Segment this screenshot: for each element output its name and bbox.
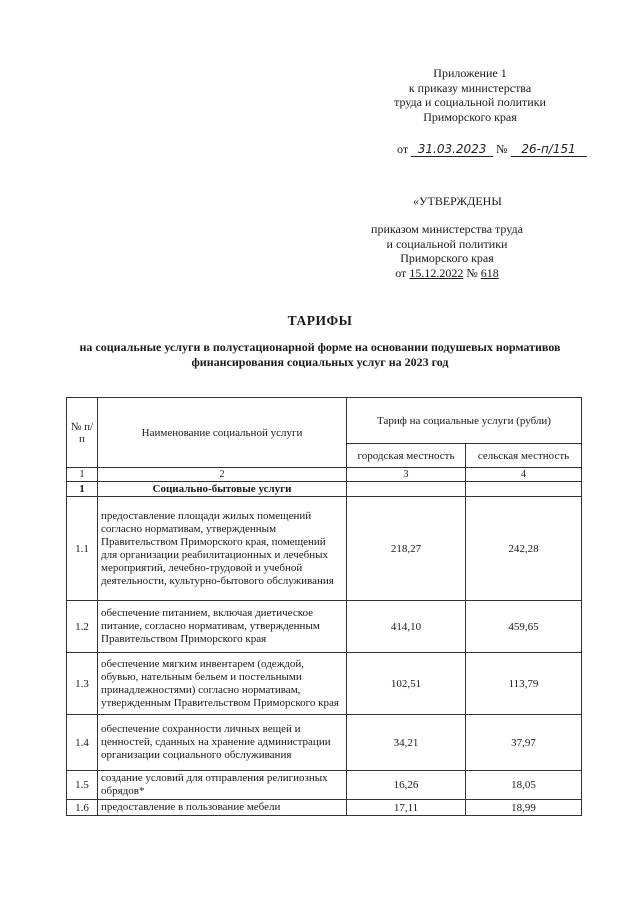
approved-heading: «УТВЕРЖДЕНЫ (413, 194, 502, 208)
row-rural-tariff: 459,65 (466, 601, 582, 653)
row-urban-tariff: 414,10 (347, 601, 466, 653)
row-service-name: обеспечение мягким инвентарем (одеждой, обувью, нательным бельем и постельными принадлежностями) согласно нормативам, утвержденным Правительством Приморского края (98, 653, 347, 715)
approved-reference (352, 266, 542, 281)
row-service-name: создание условий для отправления религиозных обрядов* (98, 771, 347, 800)
header-num: № п/п (67, 398, 98, 468)
category-num: 1 (67, 482, 98, 497)
row-rural-tariff: 113,79 (466, 653, 582, 715)
table-header-row (67, 398, 582, 444)
approved-ref-number-sign: № (466, 265, 478, 280)
row-service-name: предоставление в пользование мебели (98, 800, 347, 816)
row-rural-tariff: 242,28 (466, 497, 582, 601)
order-number-sign: № (496, 142, 508, 156)
row-rural-tariff: 18,05 (466, 771, 582, 800)
order-date-handwritten: 31.03.2023 (411, 142, 493, 157)
table-row (67, 800, 582, 816)
row-urban-tariff: 102,51 (347, 653, 466, 715)
appendix-line: к приказу министерства (408, 80, 532, 95)
approved-ref-date: 15.12.2022 (409, 265, 464, 280)
row-num: 1.2 (67, 601, 98, 653)
column-number: 2 (98, 468, 347, 482)
tariffs-table (66, 397, 582, 816)
approved-block (352, 222, 542, 280)
appendix-block (375, 66, 565, 124)
row-num: 1.4 (67, 715, 98, 771)
document-title: ТАРИФЫ (287, 313, 353, 328)
row-urban-tariff: 17,11 (347, 800, 466, 816)
table-row (67, 601, 582, 653)
appendix-line: труда и социальной политики (394, 95, 546, 109)
order-number-handwritten: 26-п/151 (511, 142, 587, 157)
document-subtitle: на социальные услуги в полустационарной форме на основании подушевых нормативов финансирования социальных услуг на 2023 год (79, 340, 561, 369)
row-num: 1.1 (67, 497, 98, 601)
column-number: 4 (466, 468, 582, 482)
row-service-name: обеспечение сохранности личных вещей и ценностей, сданных на хранение администрации организации социального обслуживания (98, 715, 347, 771)
row-urban-tariff: 218,27 (347, 497, 466, 601)
header-rural: сельская местность (466, 444, 582, 468)
category-empty-cell (466, 482, 582, 497)
table-row (67, 653, 582, 715)
header-tariff: Тариф на социальные услуги (рубли) (347, 398, 582, 444)
category-name: Социально-бытовые услуги (98, 482, 347, 497)
category-empty-cell (347, 482, 466, 497)
row-urban-tariff: 16,26 (347, 771, 466, 800)
approved-ref-prefix: от (395, 265, 407, 280)
appendix-line: Приморского края (423, 109, 517, 124)
row-num: 1.6 (67, 800, 98, 816)
column-number-row (67, 468, 582, 482)
approved-line: приказом министерства труда (371, 222, 523, 236)
table-row (67, 771, 582, 800)
approved-line: и социальной политики (386, 236, 508, 251)
row-rural-tariff: 37,97 (466, 715, 582, 771)
row-num: 1.5 (67, 771, 98, 800)
row-urban-tariff: 34,21 (347, 715, 466, 771)
header-service-name: Наименование социальной услуги (98, 398, 347, 468)
order-prefix: от (397, 142, 409, 156)
category-row (67, 482, 582, 497)
column-number: 1 (67, 468, 98, 482)
row-service-name: предоставление площади жилых помещений согласно нормативам, утвержденным Правительством Приморского края, помещений для организации реабилитационных и лечебных мероприятий, лечебно-трудовой и учебной деятельности, культурно-бытового обслуживания (98, 497, 347, 601)
header-urban: городская местность (347, 444, 466, 468)
order-reference (397, 142, 587, 157)
approved-line: Приморского края (400, 251, 494, 265)
row-rural-tariff: 18,99 (466, 800, 582, 816)
table-row (67, 497, 582, 601)
row-num: 1.3 (67, 653, 98, 715)
table-row (67, 715, 582, 771)
row-service-name: обеспечение питанием, включая диетическое питание, согласно нормативам, утвержденным Правительством Приморского края (98, 601, 347, 653)
appendix-line: Приложение 1 (433, 66, 507, 80)
column-number: 3 (347, 468, 466, 482)
approved-ref-number: 618 (480, 265, 499, 280)
